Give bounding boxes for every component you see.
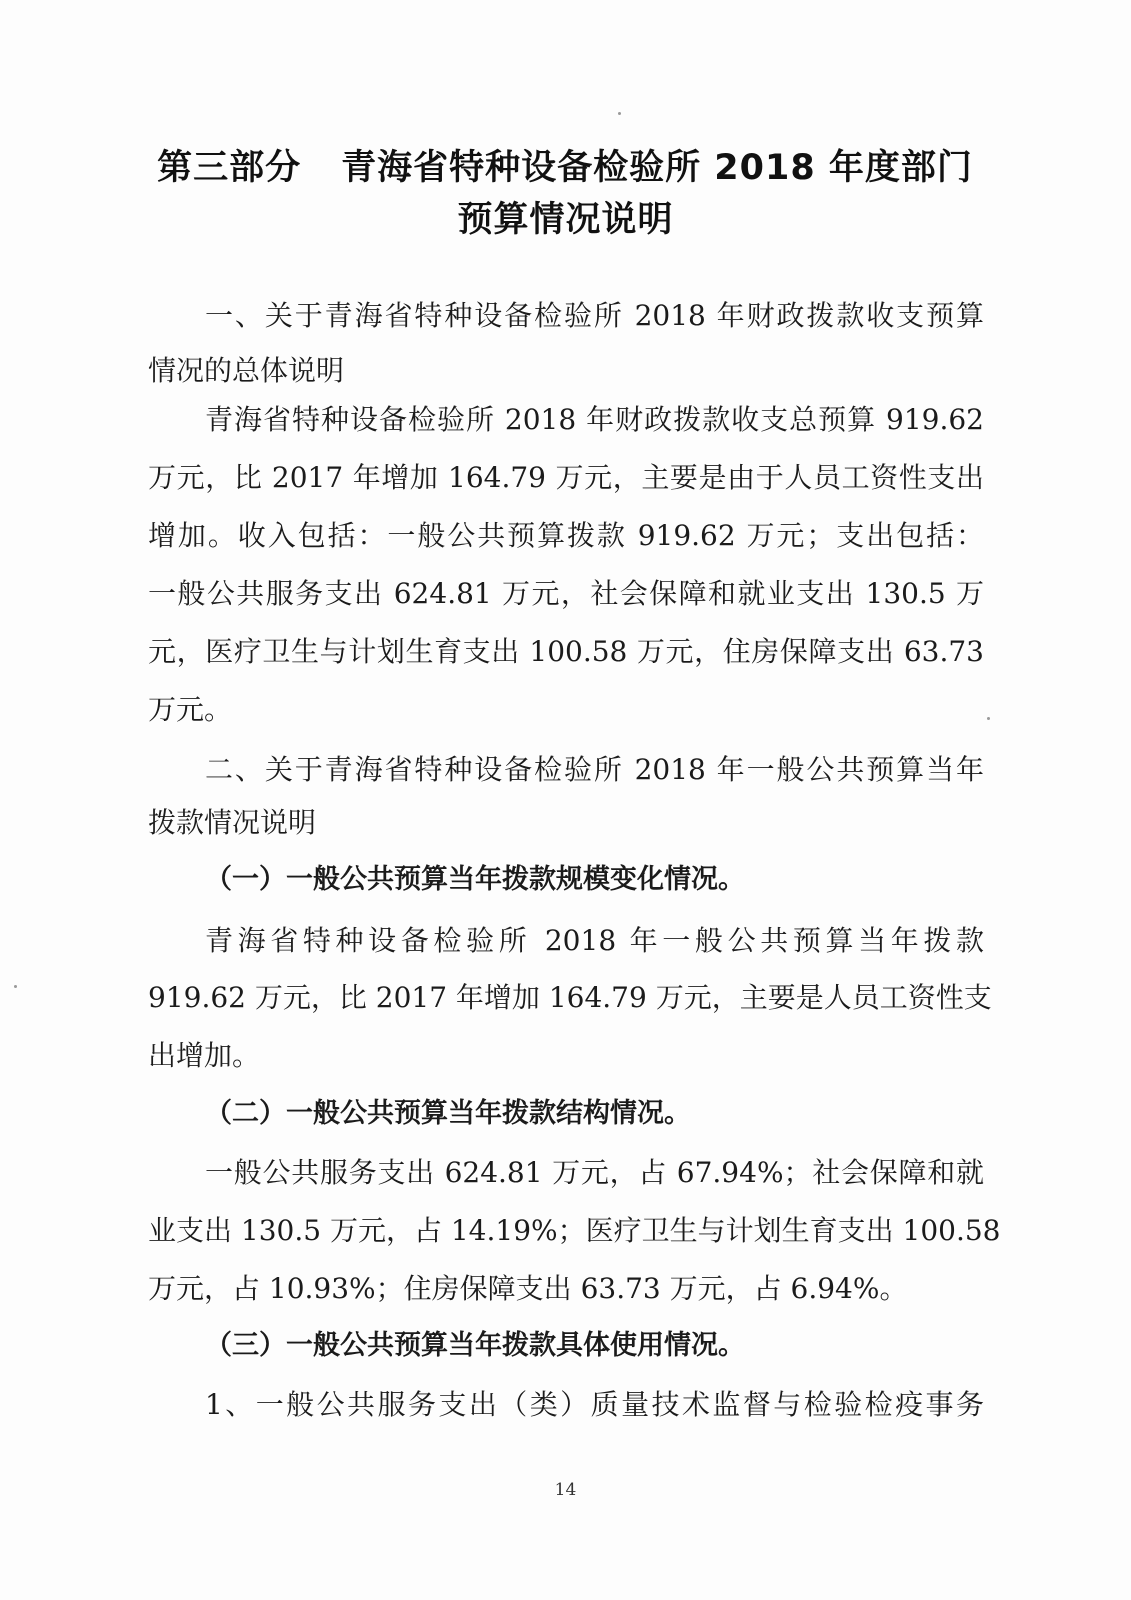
subsection1-heading: （一）一般公共预算当年拨款规模变化情况。 bbox=[205, 864, 745, 895]
title-main-text: 青海省特种设备检验所 2018 年度部门 bbox=[341, 148, 973, 188]
section2-heading-line: 拨款情况说明 bbox=[148, 806, 317, 839]
subsection1-paragraph-line: 青海省特种设备检验所 2018 年一般公共预算当年拨款 bbox=[205, 924, 984, 957]
subsection1-paragraph-line: 出增加。 bbox=[148, 1039, 261, 1072]
subsection2-paragraph-line: 一般公共服务支出 624.81 万元，占 67.94%；社会保障和就 bbox=[205, 1156, 984, 1189]
subsection2-heading: （二）一般公共预算当年拨款结构情况。 bbox=[205, 1098, 691, 1129]
scan-speck bbox=[618, 112, 621, 115]
subsection2-paragraph-line: 万元，占 10.93%；住房保障支出 63.73 万元，占 6.94%。 bbox=[148, 1272, 908, 1305]
section1-paragraph-line: 万元。 bbox=[148, 693, 233, 726]
subsection1-paragraph-line: 919.62 万元，比 2017 年增加 164.79 万元，主要是人员工资性支 bbox=[148, 981, 992, 1014]
section2-heading-line: 二、关于青海省特种设备检验所 2018 年一般公共预算当年 bbox=[205, 753, 984, 786]
section1-paragraph-line: 增加。收入包括：一般公共预算拨款 919.62 万元；支出包括： bbox=[148, 519, 984, 552]
document-title-line-2: 预算情况说明 bbox=[457, 200, 674, 240]
section1-paragraph-line: 万元，比 2017 年增加 164.79 万元，主要是由于人员工资性支出 bbox=[148, 461, 984, 494]
section1-heading-line: 情况的总体说明 bbox=[148, 354, 345, 387]
title-part-label: 第三部分 bbox=[157, 148, 302, 188]
subsection3-heading: （三）一般公共预算当年拨款具体使用情况。 bbox=[205, 1330, 745, 1361]
section1-paragraph-line: 一般公共服务支出 624.81 万元，社会保障和就业支出 130.5 万 bbox=[148, 577, 984, 610]
subsection3-item-1: 1、一般公共服务支出（类）质量技术监督与检验检疫事务 bbox=[205, 1388, 984, 1421]
scan-speck bbox=[14, 985, 17, 988]
document-title-line-1 bbox=[150, 140, 980, 190]
section1-paragraph-line: 元，医疗卫生与计划生育支出 100.58 万元，住房保障支出 63.73 bbox=[148, 635, 984, 668]
section1-paragraph-line: 青海省特种设备检验所 2018 年财政拨款收支总预算 919.62 bbox=[205, 403, 984, 436]
section1-heading-line: 一、关于青海省特种设备检验所 2018 年财政拨款收支预算 bbox=[205, 299, 984, 332]
page-number: 14 bbox=[554, 1480, 577, 1500]
subsection2-paragraph-line: 业支出 130.5 万元，占 14.19%；医疗卫生与计划生育支出 100.58 bbox=[148, 1214, 1001, 1247]
scan-speck bbox=[987, 717, 990, 720]
